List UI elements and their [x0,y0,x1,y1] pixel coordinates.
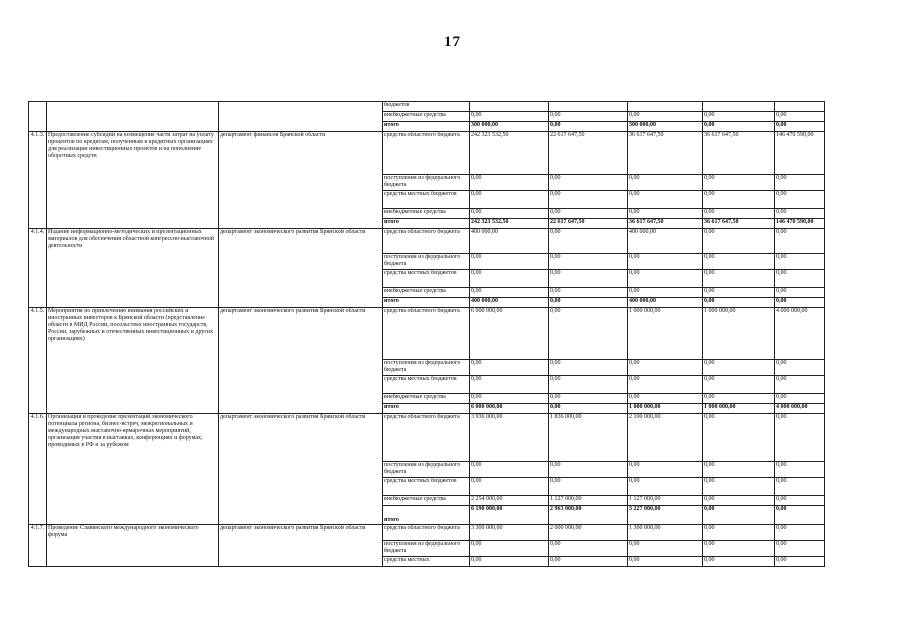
amount-cell: 0,00 [549,541,628,557]
funding-source: поступления из федерального бюджета [383,254,470,270]
funding-source: внебюджетные средства [383,112,470,122]
amount-cell: 22 617 647,50 [549,132,628,175]
funding-source: итого [383,404,470,414]
amount-cell: 0,00 [775,360,825,376]
amount-cell: 36 617 647,50 [628,219,703,229]
amount-cell: 1 000 000,00 [703,308,775,360]
amount-cell: 0,00 [775,270,825,288]
amount-cell: 0,00 [549,308,628,360]
amount-cell: 1 000 000,00 [628,308,703,360]
amount-cell: 1 000 000,00 [703,404,775,414]
amount-cell: 0,00 [775,462,825,478]
amount-cell: 0,00 [628,541,703,557]
funding-source: средства местных бюджетов [383,376,470,394]
amount-cell: 0,00 [628,360,703,376]
amount-cell: 0,00 [775,394,825,404]
funding-source: поступления из федерального бюджета [383,462,470,478]
amount-cell: 3 300 000,00 [470,525,549,541]
amount-cell: 0,00 [549,254,628,270]
page-number: 17 [444,34,461,50]
amount-cell: 0,00 [549,229,628,254]
amount-cell: 0,00 [628,557,703,567]
amount-cell: 0,00 [703,122,775,132]
amount-cell: 400 000,00 [470,298,549,308]
amount-cell: 0,00 [703,209,775,219]
funding-source: средства местных [383,557,470,567]
amount-cell: 22 617 647,50 [549,219,628,229]
amount-cell: 0,00 [628,462,703,478]
item-executor: департамент экономического развития Брянской области [219,414,383,525]
amount-cell: 0,00 [703,414,775,462]
amount-cell: 6 000 000,00 [470,308,549,360]
amount-cell: 0,00 [470,209,549,219]
table-row [29,229,825,254]
amount-cell: 0,00 [775,557,825,567]
amount-cell: 0,00 [703,191,775,209]
funding-source: итого [383,298,470,308]
amount-cell: 0,00 [470,541,549,557]
amount-cell: 0,00 [470,478,549,496]
amount-cell: 0,00 [703,557,775,567]
amount-cell: 0,00 [703,376,775,394]
funding-source: поступления из федерального бюджета [383,541,470,557]
amount-cell: 4 000 000,00 [775,404,825,414]
amount-cell: 0,00 [703,175,775,191]
amount-cell: 1 000 000,00 [628,404,703,414]
amount-cell: 2 254 000,00 [470,496,549,506]
amount-cell: 6 000 000,00 [470,404,549,414]
amount-cell: 0,00 [703,229,775,254]
amount-cell: 0,00 [775,478,825,496]
amount-cell: 0,00 [549,557,628,567]
funding-source: поступления из федерального бюджета [383,175,470,191]
amount-cell [703,102,775,112]
amount-cell [549,102,628,112]
item-number: 4.1.6. [29,414,47,525]
item-executor: департамент экономического развития Брянской области [219,525,383,567]
funding-source: бюджетов [383,102,470,112]
amount-cell: 0,00 [775,496,825,506]
item-name: Издание информационно-методических и презентационных материалов для обеспечения областной конгрессно-выставочной деятельности [47,229,219,308]
amount-cell: 0,00 [703,254,775,270]
amount-cell: 0,00 [470,360,549,376]
amount-cell: 242 323 532,50 [470,219,549,229]
amount-cell: 0,00 [628,112,703,122]
amount-cell: 0,00 [549,191,628,209]
item-name: Мероприятия по привлечению внимания российских и иностранных инвесторов к Брянской области (представление области в МИД России, посольствах иностранных государств, России, зарубежных и отечественных инвестиционных и других организациях) [47,308,219,414]
funding-source: средства областного бюджета [383,229,470,254]
funding-source: итого [383,219,470,229]
item-name: Организация и проведение презентаций экономического потенциала региона, бизнес-встреч, межрегиональных и международных выставочно-ярмарочных мероприятий, организация участия в выставках, конференциях и форумах, проводимых в РФ и за рубежом [47,414,219,525]
amount-cell: 2 100 000,00 [628,414,703,462]
amount-cell: 0,00 [470,557,549,567]
amount-cell: 0,00 [703,478,775,496]
amount-cell: 6 190 000,00 [470,506,549,525]
amount-cell: 0,00 [775,229,825,254]
amount-cell: 4 000 000,00 [775,308,825,360]
table-row [29,308,825,360]
item-number: 4.1.4. [29,229,47,308]
amount-cell: 0,00 [549,122,628,132]
amount-cell: 0,00 [628,270,703,288]
amount-cell: 0,00 [775,122,825,132]
amount-cell: 0,00 [628,254,703,270]
amount-cell: 0,00 [470,394,549,404]
amount-cell: 0,00 [703,525,775,541]
item-name: Предоставление субсидий на возмещение части затрат на уплату процентов по кредитам, полученным в кредитных организациях для реализации инвестиционных проектов и на пополнение оборотных средств [47,132,219,229]
table-row [29,102,825,112]
amount-cell: 2 000 000,00 [549,525,628,541]
table-row [29,414,825,462]
amount-cell [628,102,703,112]
amount-cell: 0,00 [703,462,775,478]
amount-cell: 400 000,00 [628,298,703,308]
amount-cell: 1 127 000,00 [549,496,628,506]
amount-cell: 0,00 [549,360,628,376]
amount-cell: 0,00 [549,376,628,394]
amount-cell: 1 836 000,00 [549,414,628,462]
amount-cell: 0,00 [470,288,549,298]
amount-cell: 3 227 000,00 [628,506,703,525]
amount-cell: 0,00 [470,254,549,270]
amount-cell: 0,00 [703,394,775,404]
funding-source: средства местных бюджетов [383,270,470,288]
amount-cell: 300 000,00 [470,122,549,132]
amount-cell: 0,00 [775,191,825,209]
item-number: 4.1.7. [29,525,47,567]
amount-cell: 146 470 590,00 [775,219,825,229]
amount-cell: 36 617 647,50 [628,132,703,175]
amount-cell: 0,00 [549,209,628,219]
item-executor: департамент экономического развития Брянской области [219,229,383,308]
funding-source: внебюджетные средства [383,209,470,219]
amount-cell: 2 963 000,00 [549,506,628,525]
amount-cell: 0,00 [775,298,825,308]
item-number [29,102,47,132]
amount-cell: 0,00 [775,525,825,541]
amount-cell: 0,00 [775,288,825,298]
amount-cell: 0,00 [549,394,628,404]
amount-cell: 0,00 [775,209,825,219]
amount-cell: 0,00 [549,288,628,298]
amount-cell: 0,00 [628,288,703,298]
amount-cell: 0,00 [703,360,775,376]
amount-cell: 0,00 [470,191,549,209]
amount-cell: 0,00 [628,175,703,191]
table-row [29,132,825,175]
amount-cell: 0,00 [703,541,775,557]
amount-cell: 0,00 [549,298,628,308]
amount-cell: 0,00 [470,462,549,478]
item-name: Проведение Славянского международного экономического форума [47,525,219,567]
amount-cell: 0,00 [549,462,628,478]
amount-cell: 0,00 [628,191,703,209]
funding-source: средства местных бюджетов [383,191,470,209]
amount-cell: 400 000,00 [628,229,703,254]
amount-cell: 1 300 000,00 [628,525,703,541]
amount-cell: 3 936 000,00 [470,414,549,462]
table-row [29,525,825,541]
amount-cell: 0,00 [470,270,549,288]
amount-cell: 0,00 [703,112,775,122]
amount-cell: 146 470 590,00 [775,132,825,175]
amount-cell: 0,00 [775,541,825,557]
budget-body [29,102,825,567]
budget-table [28,101,825,567]
amount-cell: 0,00 [549,270,628,288]
item-executor: департамент экономического развития Брянской области [219,308,383,414]
amount-cell: 0,00 [703,270,775,288]
amount-cell: 242 323 532,50 [470,132,549,175]
funding-source: поступления из федерального бюджета [383,360,470,376]
amount-cell: 36 617 647,50 [703,219,775,229]
amount-cell: 300 000,00 [628,122,703,132]
funding-source: средства областного бюджета [383,308,470,360]
amount-cell: 0,00 [628,209,703,219]
amount-cell: 400 000,00 [470,229,549,254]
amount-cell: 0,00 [775,175,825,191]
funding-source: средства областного бюджета [383,525,470,541]
amount-cell: 0,00 [549,478,628,496]
amount-cell [775,102,825,112]
amount-cell: 0,00 [549,404,628,414]
amount-cell: 0,00 [703,288,775,298]
item-number: 4.1.3. [29,132,47,229]
item-executor: департамент финансов Брянской области [219,132,383,229]
amount-cell: 0,00 [775,254,825,270]
amount-cell: 36 617 647,50 [703,132,775,175]
amount-cell: 0,00 [470,175,549,191]
funding-source: средства местных бюджетов [383,478,470,496]
amount-cell: 0,00 [628,376,703,394]
amount-cell: 0,00 [775,414,825,462]
amount-cell: 0,00 [775,112,825,122]
amount-cell: 0,00 [549,112,628,122]
amount-cell: 0,00 [470,376,549,394]
funding-source: итого [383,122,470,132]
amount-cell: 0,00 [703,506,775,525]
amount-cell: 0,00 [628,478,703,496]
amount-cell: 0,00 [470,112,549,122]
item-name [47,102,219,132]
funding-source: внебюджетные средства [383,394,470,404]
amount-cell: 0,00 [703,496,775,506]
amount-cell: 0,00 [775,376,825,394]
amount-cell [470,102,549,112]
amount-cell: 0,00 [703,298,775,308]
funding-source: внебюджетные средства [383,288,470,298]
funding-source: средства областного бюджета [383,132,470,175]
item-number: 4.1.5. [29,308,47,414]
funding-source: средства областного бюджета [383,414,470,462]
funding-source: внебюджетные средства [383,496,470,506]
funding-source: итого [383,506,470,525]
amount-cell: 0,00 [775,506,825,525]
item-executor [219,102,383,132]
amount-cell: 1 127 000,00 [628,496,703,506]
amount-cell: 0,00 [628,394,703,404]
amount-cell: 0,00 [549,175,628,191]
